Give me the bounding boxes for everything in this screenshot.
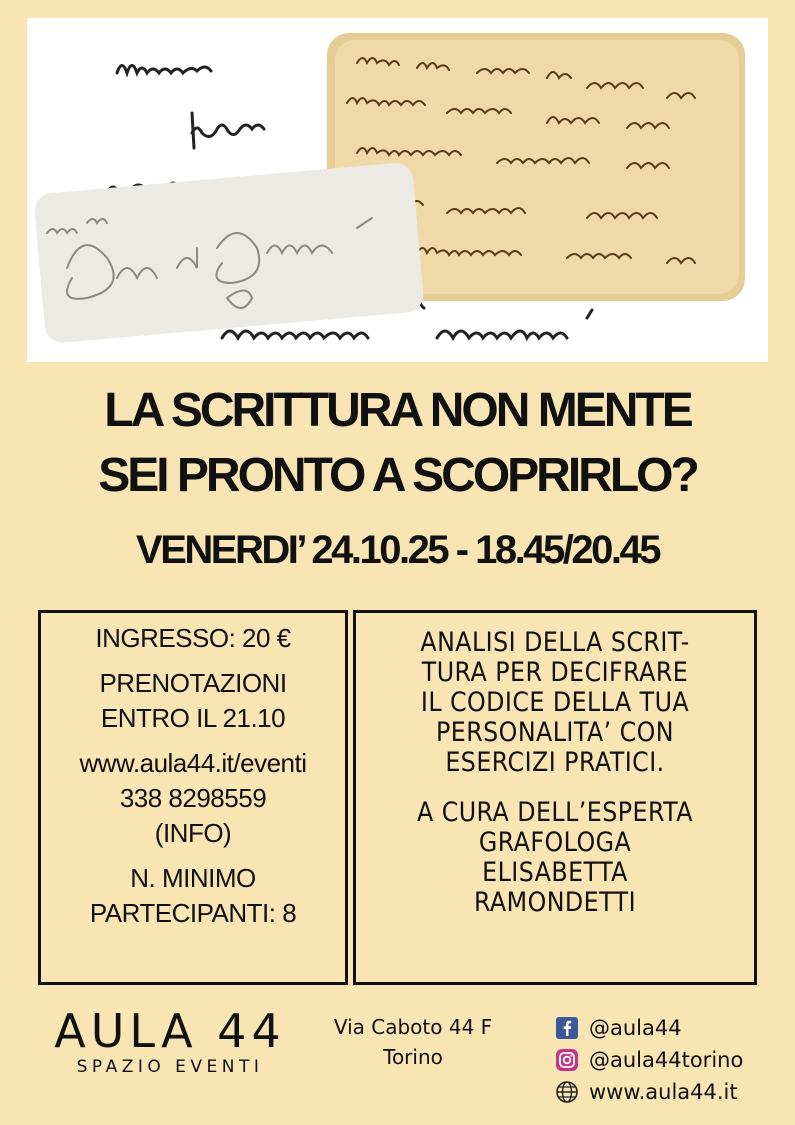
facebook-icon xyxy=(555,1016,579,1040)
globe-icon xyxy=(555,1080,579,1104)
curator-name: ELISABETTA xyxy=(482,857,628,888)
instagram-icon xyxy=(555,1048,579,1072)
info-box xyxy=(38,610,348,985)
handwriting-samples-image xyxy=(27,18,768,362)
website-footer-link[interactable] xyxy=(555,1076,743,1108)
instagram-link[interactable] xyxy=(555,1044,743,1076)
phone-number[interactable]: 338 8298559 xyxy=(119,783,267,813)
headline-line-1: LA SCRITTURA NON MENTE xyxy=(104,384,691,437)
curator-line: GRAFOLOGA xyxy=(478,827,632,858)
description-line: ESERCIZI PRATICI. xyxy=(445,747,665,778)
minimum-label: N. MINIMO xyxy=(130,863,256,893)
logo-title: AULA 44 xyxy=(54,1004,286,1058)
curator-surname: RAMONDETTI xyxy=(473,887,637,918)
description-box xyxy=(353,610,757,985)
description-line: TURA PER DECIFRARE xyxy=(421,657,689,688)
event-date-time: VENERDI’ 24.10.25 - 18.45/20.45 xyxy=(136,528,659,572)
info-label: (INFO) xyxy=(154,818,232,848)
description-paragraph xyxy=(380,628,730,778)
social-links xyxy=(555,1012,743,1108)
website-link[interactable]: www.aula44.it/eventi xyxy=(79,748,307,778)
venue-address xyxy=(308,1012,518,1072)
curator-line: A CURA DELL’ESPERTA xyxy=(417,797,693,828)
website-url: www.aula44.it xyxy=(589,1080,738,1104)
description-line: IL CODICE DELLA TUA xyxy=(420,687,690,718)
description-line: ANALISI DELLA SCRIT- xyxy=(420,627,690,658)
instagram-handle: @aula44torino xyxy=(589,1048,744,1072)
curator-paragraph xyxy=(380,798,730,918)
description-line: PERSONALITA’ CON xyxy=(435,717,675,748)
entry-fee: INGRESSO: 20 € xyxy=(95,623,291,653)
address-street: Via Caboto 44 F xyxy=(333,1015,493,1039)
facebook-handle: @aula44 xyxy=(589,1016,682,1040)
booking-deadline: ENTRO IL 21.10 xyxy=(100,703,286,733)
booking-label: PRENOTAZIONI xyxy=(99,668,287,698)
facebook-link[interactable] xyxy=(555,1012,743,1044)
minimum-participants: PARTECIPANTI: 8 xyxy=(89,898,297,928)
headline-line-2: SEI PRONTO A SCOPRIRLO? xyxy=(98,449,697,502)
aula44-logo xyxy=(45,1005,295,1077)
address-city: Torino xyxy=(383,1045,443,1069)
logo-subtitle: SPAZIO EVENTI xyxy=(76,1057,264,1077)
